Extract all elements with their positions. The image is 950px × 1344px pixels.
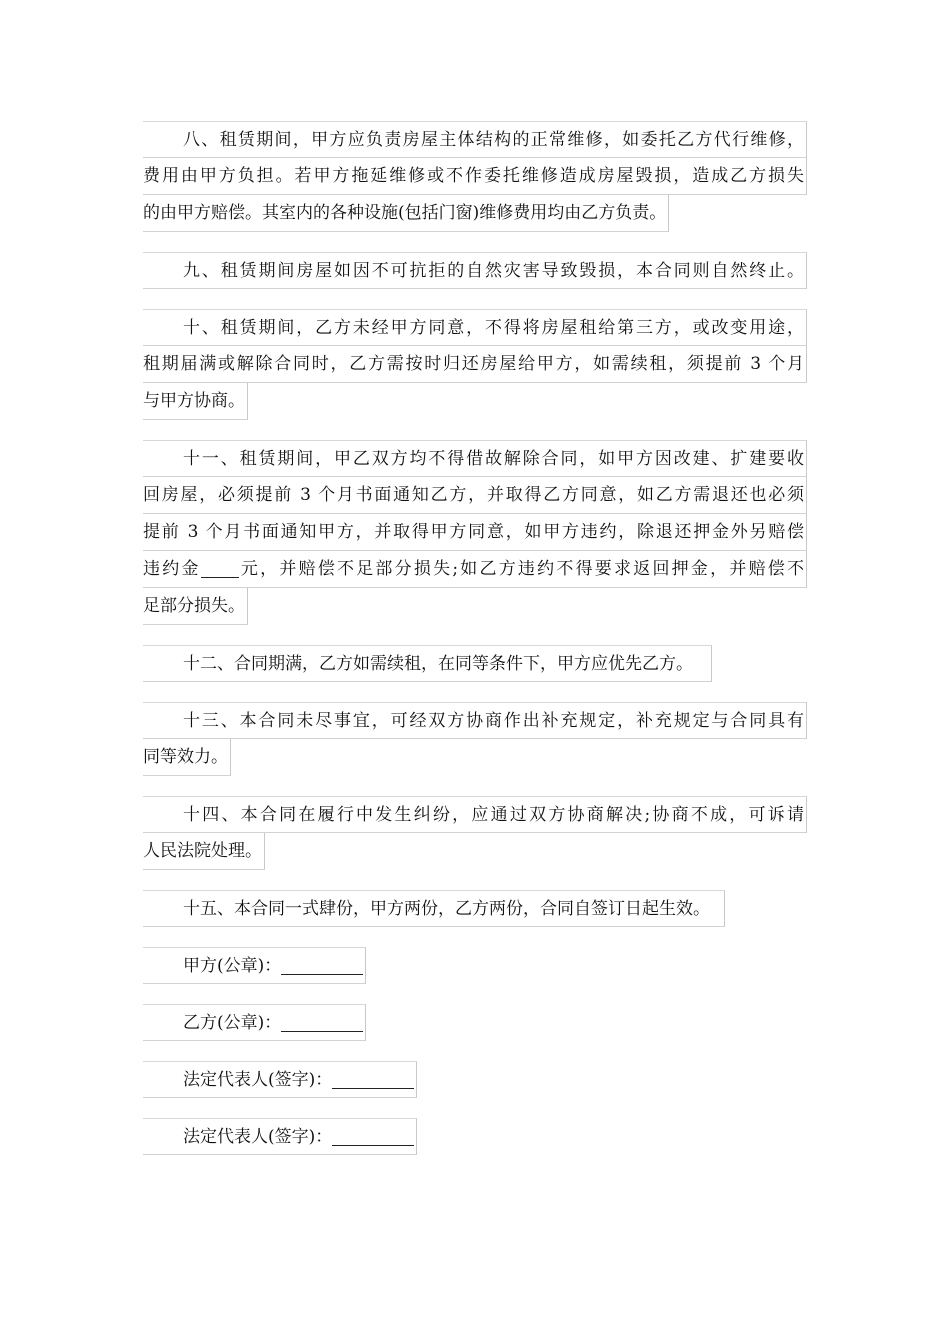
clause-15: [143, 890, 807, 927]
clause-11-line-5: 足部分损失。: [143, 588, 248, 625]
clause-13-line-2: 同等效力。: [143, 739, 231, 776]
clause-12: [143, 645, 807, 682]
clause-10-line-2: 租期届满或解除合同时，乙方需按时归还房屋给甲方，如需续租，须提前 3 个月: [143, 346, 807, 383]
clause-10-line-3: 与甲方协商。: [143, 383, 248, 420]
party-a-seal-line: [143, 947, 366, 984]
rep-b-sign-blank[interactable]: [332, 1123, 414, 1146]
clause-13: [143, 702, 807, 776]
signature-party-b: [143, 1004, 807, 1041]
penalty-text: 元，并赔偿不足部分损失;如乙方违约不得要求返回押金，并赔偿不: [238, 559, 805, 579]
signature-rep-b: [143, 1118, 807, 1155]
clause-12-line-1: 十二、合同期满，乙方如需续租，在同等条件下，甲方应优先乙方。: [143, 645, 712, 682]
party-a-seal-blank[interactable]: [281, 952, 363, 975]
penalty-label: 违约金: [143, 559, 201, 579]
signature-party-a: [143, 947, 807, 984]
contract-page: [143, 121, 807, 1155]
clause-8-line-3: 的由甲方赔偿。其室内的各种设施(包括门窗)维修费用均由乙方负责。: [143, 195, 669, 232]
clause-8-line-2: 费用由甲方负担。若甲方拖延维修或不作委托维修造成房屋毁损，造成乙方损失: [143, 158, 807, 195]
party-b-seal-line: [143, 1004, 366, 1041]
clause-11-line-3: 提前 3 个月书面通知甲方，并取得甲方同意，如甲方违约，除退还押金外另赔偿: [143, 514, 807, 551]
party-b-seal-label: 乙方(公章)：: [183, 1013, 282, 1033]
clause-14: [143, 796, 807, 870]
rep-b-sign-label: 法定代表人(签字)：: [183, 1127, 333, 1147]
clause-10-line-1: 十、租赁期间，乙方未经甲方同意，不得将房屋租给第三方，或改变用途，: [143, 309, 807, 346]
clause-11: [143, 440, 807, 625]
clause-14-line-1: 十四、本合同在履行中发生纠纷，应通过双方协商解决;协商不成，可诉请: [143, 796, 807, 833]
rep-a-sign-blank[interactable]: [332, 1066, 414, 1089]
rep-a-sign-line: [143, 1061, 417, 1098]
clause-8: [143, 121, 807, 232]
clause-9-line-1: 九、租赁期间房屋如因不可抗拒的自然灾害导致毁损，本合同则自然终止。: [143, 252, 807, 289]
rep-b-sign-line: [143, 1118, 417, 1155]
clause-11-line-1: 十一、租赁期间，甲乙双方均不得借故解除合同，如甲方因改建、扩建要收: [143, 440, 807, 477]
penalty-amount-blank[interactable]: [201, 555, 239, 578]
clause-13-line-1: 十三、本合同未尽事宜，可经双方协商作出补充规定，补充规定与合同具有: [143, 702, 807, 739]
rep-a-sign-label: 法定代表人(签字)：: [183, 1070, 333, 1090]
signature-rep-a: [143, 1061, 807, 1098]
clause-15-line-1: 十五、本合同一式肆份，甲方两份，乙方两份，合同自签订日起生效。: [143, 890, 725, 927]
clause-10: [143, 309, 807, 420]
party-a-seal-label: 甲方(公章)：: [183, 956, 282, 976]
clause-14-line-2: 人民法院处理。: [143, 833, 265, 870]
clause-11-line-2: 回房屋，必须提前 3 个月书面通知乙方，并取得乙方同意，如乙方需退还也必须: [143, 477, 807, 514]
party-b-seal-blank[interactable]: [281, 1009, 363, 1032]
clause-9: [143, 252, 807, 289]
clause-11-line-4: [143, 551, 807, 588]
clause-8-line-1: 八、租赁期间，甲方应负责房屋主体结构的正常维修，如委托乙方代行维修，: [143, 121, 807, 158]
